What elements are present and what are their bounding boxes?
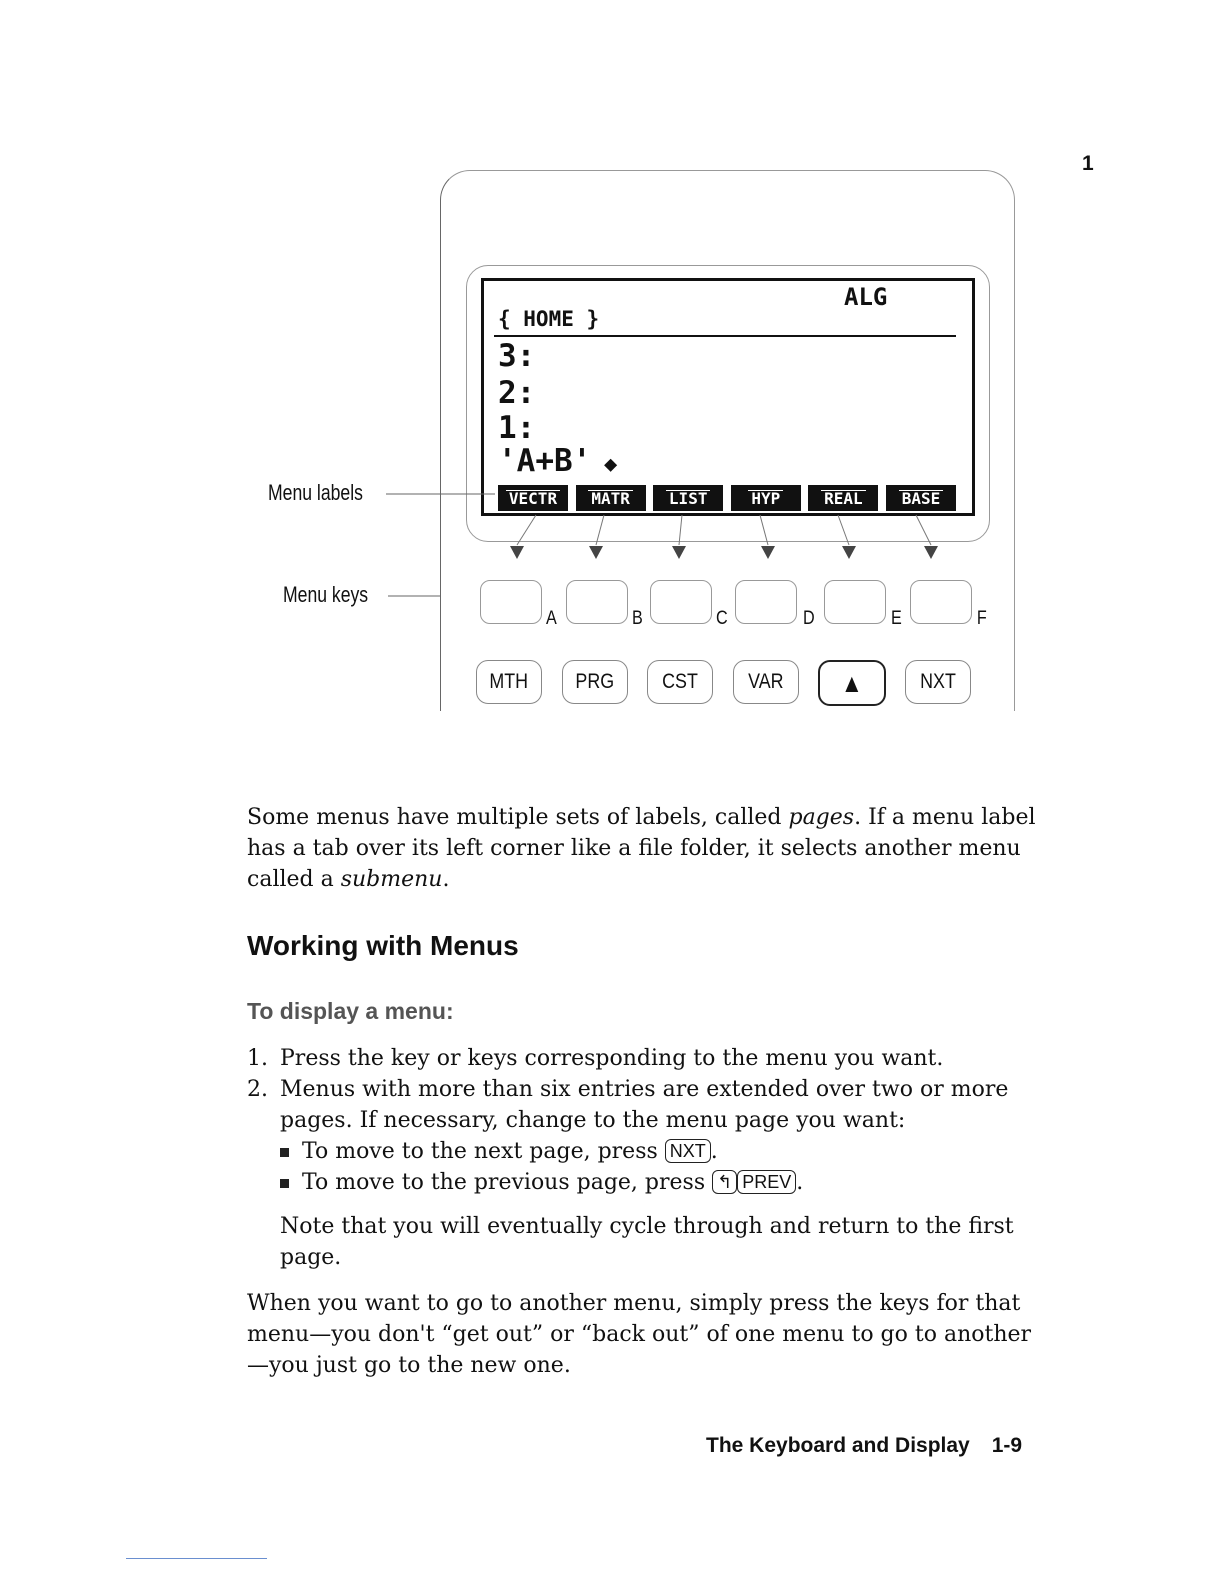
procedure-heading: To display a menu: (247, 998, 454, 1024)
mth-key[interactable]: MTH (476, 660, 542, 704)
cursor-icon: ◆ (604, 452, 618, 477)
bullet-next-page: To move to the next page, press NXT . (280, 1136, 718, 1167)
mode-indicator: ALG (844, 283, 888, 311)
arrow-down-icon (589, 546, 603, 559)
menu-key-e[interactable] (824, 580, 886, 624)
key-letter-f: F (976, 608, 987, 629)
section-heading: Working with Menus (247, 930, 519, 961)
nxt-keycap: NXT (665, 1139, 711, 1163)
menu-label-hyp[interactable]: HYP (731, 485, 801, 511)
command-line: 'A+B' (498, 443, 592, 479)
arrow-down-icon (842, 546, 856, 559)
prg-key[interactable]: PRG (562, 660, 628, 704)
arrow-down-icon (510, 546, 524, 559)
step-1: 1. Press the key or keys corresponding to the menu you want. (247, 1046, 944, 1071)
menu-key-b[interactable] (566, 580, 628, 624)
menu-label-vectr[interactable]: VECTR (498, 485, 568, 511)
term-submenu: submenu (340, 867, 443, 892)
var-key[interactable]: VAR (733, 660, 799, 704)
cst-key[interactable]: CST (647, 660, 713, 704)
key-letter-c: C (716, 608, 728, 629)
bottom-rule (126, 1558, 267, 1559)
stack-level-3: 3: (498, 338, 536, 374)
intro-paragraph: Some menus have multiple sets of labels, called pages. If a menu label has a tab over its left corner like a file folder, it selects another menu called a submenu. (247, 805, 1036, 892)
page-footer: The Keyboard and Display 1-9 (706, 1434, 1023, 1457)
menu-key-a[interactable] (480, 580, 542, 624)
directory-path: { HOME } (498, 307, 600, 331)
left-shift-icon: ↰ (712, 1170, 737, 1194)
nxt-key[interactable]: NXT (905, 660, 971, 704)
stack-level-1: 1: (498, 410, 536, 446)
key-letter-d: D (803, 608, 815, 629)
prev-keycap: PREV (737, 1170, 796, 1194)
menu-label-real[interactable]: REAL (808, 485, 878, 511)
menu-key-f[interactable] (910, 580, 972, 624)
chapter-number: 1 (1082, 152, 1094, 175)
closing-paragraph: When you want to go to another menu, simply press the keys for that menu—you don't “get out” or “back out” of one menu to go to another—you just go to the new one. (247, 1291, 1032, 1378)
key-letter-b: B (631, 608, 643, 629)
menu-label-list[interactable]: LIST (653, 485, 723, 511)
arrow-down-icon (761, 546, 775, 559)
stack-level-2: 2: (498, 375, 536, 411)
menu-keys-callout: Menu keys (283, 582, 369, 607)
menu-label-matr[interactable]: MATR (576, 485, 646, 511)
step-2: 2. Menus with more than six entries are extended over two or more pages. If necessary, change to the menu page you want: (247, 1077, 1009, 1133)
menu-labels-callout: Menu labels (268, 480, 363, 505)
bullet-previous-page: To move to the previous page, press ↰ PREV . (280, 1167, 803, 1198)
note-paragraph: Note that you will eventually cycle through and return to the first page. (280, 1214, 1014, 1270)
key-letter-a: A (545, 608, 557, 629)
arrow-down-icon (924, 546, 938, 559)
menu-key-d[interactable] (735, 580, 797, 624)
menu-label-base[interactable]: BASE (886, 485, 956, 511)
menu-key-c[interactable] (650, 580, 712, 624)
key-letter-e: E (890, 608, 902, 629)
term-pages: pages (788, 805, 855, 830)
up-arrow-key[interactable] (818, 660, 886, 706)
arrow-down-icon (672, 546, 686, 559)
triangle-up-icon: ▲ (841, 667, 863, 698)
